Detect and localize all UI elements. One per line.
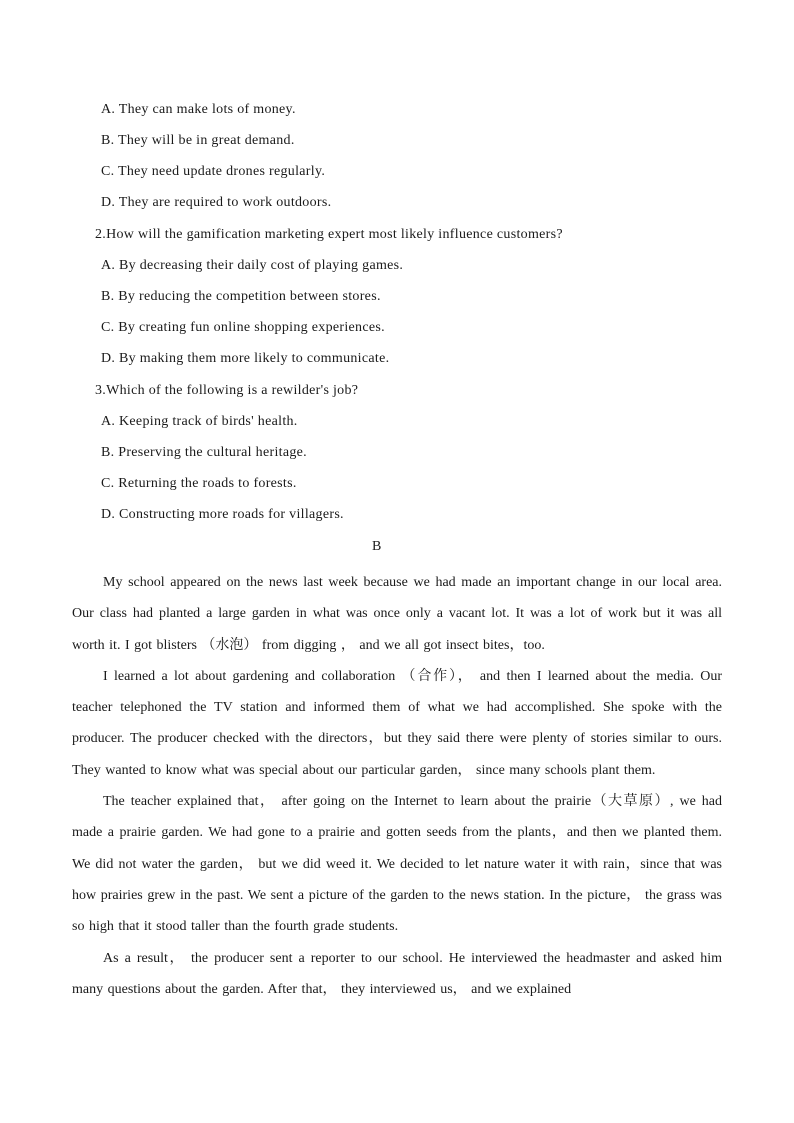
reading-passage [72,567,722,1005]
question-3-stem: 3.Which of the following is a rewilder's job? [95,383,359,398]
q2-option-a: A. By decreasing their daily cost of playing games. [101,258,404,273]
q3-option-c: C. Returning the roads to forests. [101,476,297,491]
q2-option-b: B. By reducing the competition between stores. [101,289,381,304]
q1-option-d: D. They are required to work outdoors. [101,195,332,210]
passage-paragraph: As a result， the producer sent a reporter to our school. He interviewed the headmaster and asked him many questions about the garden. After that， they interviewed us， and we explained [72,950,722,997]
passage-paragraph: I learned a lot about gardening and collaboration （合作）， and then I learned about the media. Our teacher telephoned the TV station and informed them of what we had accomplished. She spoke with the producer. The producer checked with the directors，but they said there were plenty of stories similar to ours. They wanted to know what was special about our particular garden， since many schools plant them. [72,668,722,778]
passage-paragraph: My school appeared on the news last week because we had made an important change in our local area. Our class had planted a large garden in what was once only a vacant lot. It was a lot of work but it was all worth it. I got blisters （水泡） from digging ， and we all got insect bites，too. [72,575,722,653]
section-heading: B [372,539,382,554]
q3-option-d: D. Constructing more roads for villagers. [101,507,344,522]
q3-option-a: A. Keeping track of birds' health. [101,414,298,429]
q2-option-c: C. By creating fun online shopping experiences. [101,320,385,335]
q1-option-b: B. They will be in great demand. [101,133,295,148]
q2-option-d: D. By making them more likely to communicate. [101,351,390,366]
question-2-stem: 2.How will the gamification marketing expert most likely influence customers? [95,227,563,242]
passage-paragraph: The teacher explained that， after going on the Internet to learn about the prairie（大草原）, we had made a prairie garden. We had gone to a prairie and gotten seeds from the plants，and then we planted them. We did not water the garden， but we did weed it. We decided to let nature water it with rain，since that was how prairies grew in the past. We sent a picture of the garden to the news station. In the picture， the grass was so high that it stood taller than the fourth grade students. [72,794,722,935]
q1-option-c: C. They need update drones regularly. [101,164,326,179]
q3-option-b: B. Preserving the cultural heritage. [101,445,307,460]
q1-option-a: A. They can make lots of money. [101,102,296,117]
